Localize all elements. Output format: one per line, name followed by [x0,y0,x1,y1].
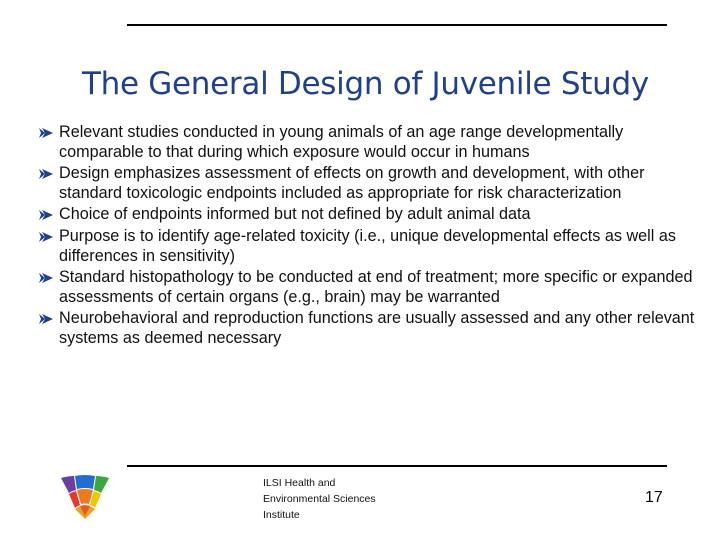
bullet-text: Relevant studies conducted in young animals of an age range developmentally comparable to that during which exposure would occur in humans [59,123,624,161]
arrow-bullet-icon [38,208,54,222]
bullet-text: Standard histopathology to be conducted at end of treatment; more specific or expanded assessments of certain organs (e.g., brain) may be warranted [59,268,693,306]
slide-title: The General Design of Juvenile Study [82,66,649,102]
ilsi-shield-logo-icon [58,472,112,520]
bullet-item [38,164,706,203]
bullet-list [38,123,706,351]
arrow-bullet-icon [38,167,54,181]
bullet-item [38,205,706,225]
bottom-divider [127,465,667,467]
bullet-item [38,268,706,307]
bullet-item [38,227,706,266]
arrow-bullet-icon [38,271,54,285]
arrow-bullet-icon [38,126,54,140]
org-line: ILSI Health and [263,477,336,489]
org-name [263,475,376,523]
bullet-text: Choice of endpoints informed but not defined by adult animal data [59,205,531,224]
bullet-item [38,309,706,348]
org-line: Environmental Sciences [263,493,376,505]
bullet-text: Design emphasizes assessment of effects on growth and development, with other standard toxicologic endpoints included as appropriate for risk characterization [59,164,645,202]
top-divider [127,24,667,26]
arrow-bullet-icon [38,230,54,244]
page-number: 17 [645,489,663,506]
bullet-text: Purpose is to identify age-related toxicity (i.e., unique developmental effects as well as differences in sensitivity) [59,226,676,265]
bullet-item [38,123,706,162]
arrow-bullet-icon [38,312,54,326]
org-line: Institute [263,509,300,521]
bullet-text: Neurobehavioral and reproduction functions are usually assessed and any other relevant systems as deemed necessary [59,309,695,347]
